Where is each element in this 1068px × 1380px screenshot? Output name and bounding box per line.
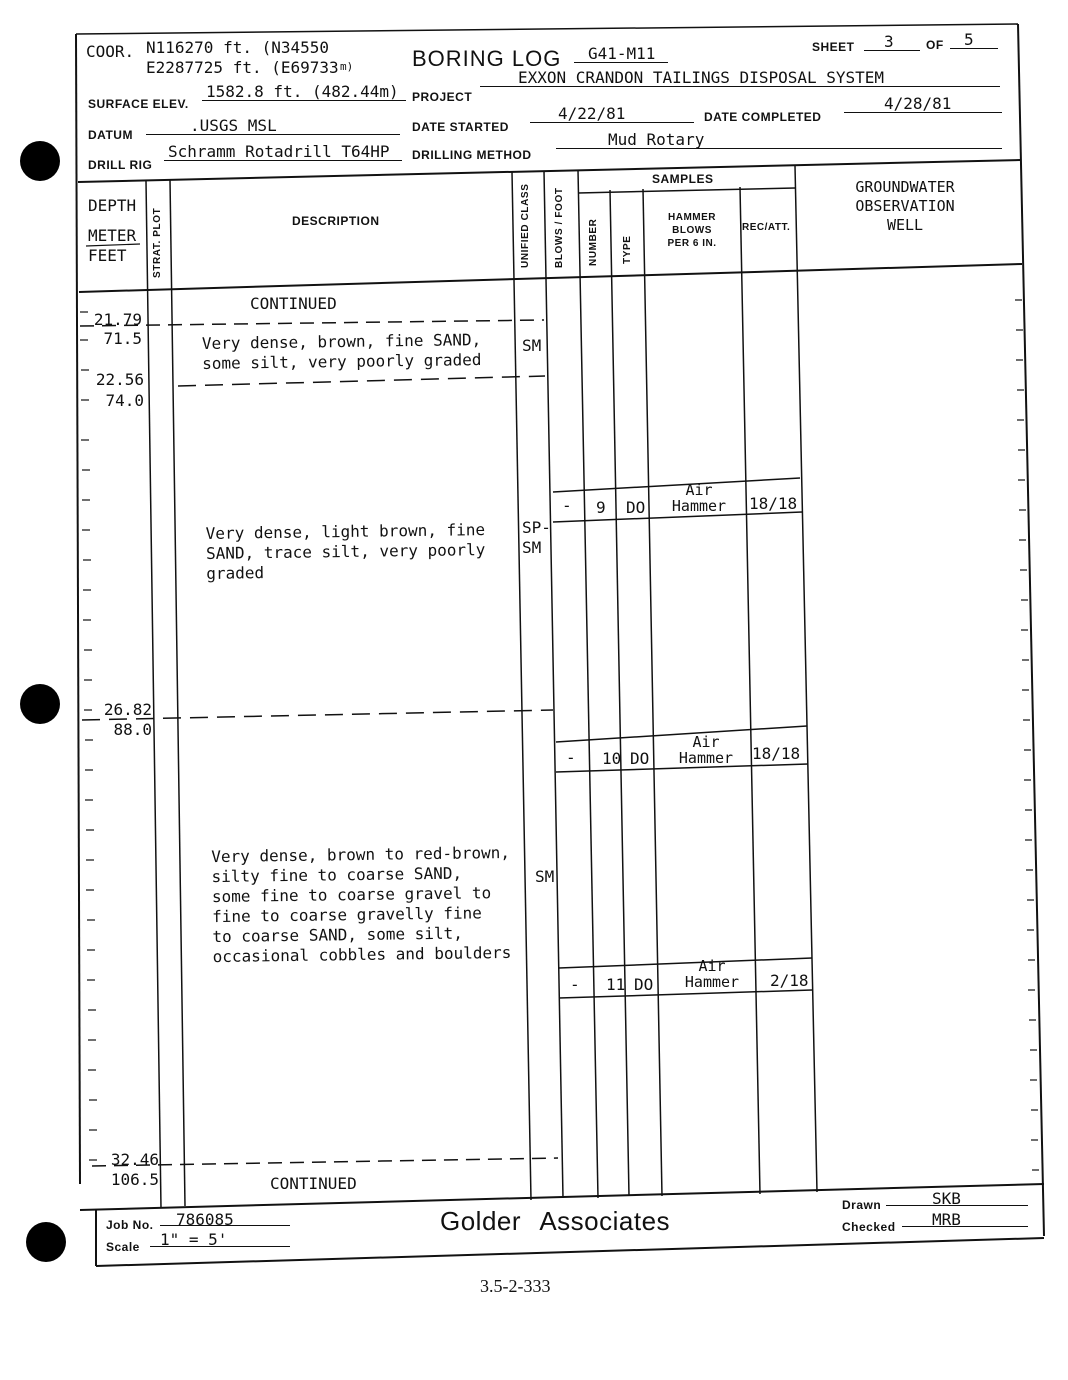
job-number: 786085 bbox=[176, 1210, 234, 1229]
coor-east-unit: m) bbox=[340, 60, 354, 73]
sample-type: DO bbox=[634, 975, 654, 994]
stratum-1-description: Very dense, brown, fine SAND, some silt, very poorly graded bbox=[201, 330, 482, 373]
date-completed-label: DATE COMPLETED bbox=[704, 110, 822, 124]
continued-bottom: CONTINUED bbox=[270, 1174, 357, 1193]
meter-heading: METER bbox=[88, 226, 137, 245]
project: EXXON CRANDON TAILINGS DISPOSAL SYSTEM bbox=[518, 68, 885, 87]
drawn-by: SKB bbox=[932, 1189, 961, 1208]
date-started: 4/22/81 bbox=[558, 104, 626, 123]
log-id: G41-M11 bbox=[588, 44, 656, 63]
sample-hammer: Air Hammer bbox=[678, 733, 734, 767]
sheet-of-label: OF bbox=[926, 38, 944, 52]
continued-top: CONTINUED bbox=[250, 294, 337, 313]
project-label: PROJECT bbox=[412, 90, 473, 104]
gw-heading-line3: WELL bbox=[886, 216, 924, 234]
sheet-total: 5 bbox=[964, 30, 974, 49]
page-number: 3.5-2-333 bbox=[480, 1276, 551, 1296]
depth-feet-4: 106.5 bbox=[110, 1170, 159, 1189]
depth-meter-4: 32.46 bbox=[110, 1150, 159, 1169]
rec-att-heading: REC/ATT. bbox=[742, 222, 791, 233]
sample-hammer: Air Hammer bbox=[671, 481, 727, 515]
drill-rig-label: DRILL RIG bbox=[88, 158, 153, 172]
sample-type: DO bbox=[630, 749, 650, 768]
sample-type: DO bbox=[626, 498, 646, 517]
sample-rec: 18/18 bbox=[749, 494, 798, 513]
stratum-3-class: SM bbox=[535, 867, 555, 886]
sample-number: 9 bbox=[596, 498, 606, 517]
company-name: Golder Associates bbox=[440, 1206, 671, 1236]
sample-hammer: Air Hammer bbox=[684, 957, 740, 991]
drill-rig: Schramm Rotadrill T64HP bbox=[168, 142, 390, 161]
depth-meter-1: 21.79 bbox=[93, 310, 142, 329]
depth-heading: DEPTH bbox=[88, 196, 137, 215]
sample-number: 10 bbox=[602, 749, 622, 768]
type-heading: TYPE bbox=[622, 235, 633, 264]
date-started-label: DATE STARTED bbox=[412, 120, 509, 134]
hammer-heading-line3: PER 6 IN. bbox=[667, 238, 717, 249]
stratum-2-class: SP- SM bbox=[522, 518, 551, 557]
unified-class-heading: UNIFIED CLASS bbox=[520, 183, 531, 268]
document-title: BORING LOG bbox=[412, 46, 562, 71]
stratum-3-description: Very dense, brown to red-brown, silty fine to coarse SAND, some fine to coarse gravel to fine to coarse gravelly fine to coarse SAND, some silt, occasional cobbles and boulders bbox=[211, 842, 512, 967]
datum: .USGS MSL bbox=[190, 116, 277, 135]
depth-feet-1: 71.5 bbox=[103, 329, 142, 348]
drilling-method: Mud Rotary bbox=[608, 130, 705, 149]
groundwater-well-heading bbox=[830, 178, 980, 235]
gw-heading-line2: OBSERVATION bbox=[855, 197, 955, 215]
depth-feet-2: 74.0 bbox=[105, 391, 144, 410]
surface-elev-label: SURFACE ELEV. bbox=[88, 97, 189, 111]
stratum-1-class: SM bbox=[522, 336, 542, 355]
coor-label: COOR. bbox=[86, 42, 135, 61]
samples-heading: SAMPLES bbox=[652, 172, 714, 186]
datum-label: DATUM bbox=[88, 128, 133, 142]
depth-feet-3: 88.0 bbox=[113, 720, 152, 739]
sample-rec: 18/18 bbox=[752, 744, 801, 763]
hammer-heading-line1: HAMMER bbox=[668, 212, 716, 223]
feet-heading: FEET bbox=[88, 246, 127, 265]
description-heading: DESCRIPTION bbox=[292, 214, 380, 228]
drawn-label: Drawn bbox=[842, 1198, 882, 1212]
date-completed: 4/28/81 bbox=[884, 94, 952, 113]
scale-label: Scale bbox=[106, 1240, 140, 1254]
number-heading: NUMBER bbox=[588, 218, 599, 266]
coor-north: N116270 ft. (N34550 bbox=[146, 38, 330, 57]
hammer-heading-line2: BLOWS bbox=[672, 225, 712, 236]
coor-east: E2287725 ft. (E69733 bbox=[146, 58, 339, 77]
blows-foot-heading: BLOWS / FOOT bbox=[554, 187, 565, 268]
sample-blows: - bbox=[566, 748, 576, 767]
sheet-number: 3 bbox=[884, 32, 894, 51]
sheet-label: SHEET bbox=[812, 40, 855, 54]
sample-number: 11 bbox=[606, 975, 626, 994]
checked-by: MRB bbox=[932, 1210, 961, 1229]
sample-blows: - bbox=[570, 975, 580, 994]
depth-meter-2: 22.56 bbox=[95, 370, 144, 389]
stratum-2-description: Very dense, light brown, fine SAND, trace silt, very poorly graded bbox=[205, 520, 486, 583]
sample-rec: 2/18 bbox=[770, 971, 809, 990]
gw-heading-line1: GROUNDWATER bbox=[855, 178, 955, 196]
drilling-method-label: DRILLING METHOD bbox=[412, 148, 532, 162]
surface-elev: 1582.8 ft. (482.44m) bbox=[206, 82, 399, 101]
depth-meter-3: 26.82 bbox=[103, 700, 152, 719]
hammer-blows-heading bbox=[652, 211, 732, 250]
job-number-label: Job No. bbox=[106, 1218, 154, 1232]
sample-blows: - bbox=[562, 496, 572, 515]
checked-label: Checked bbox=[842, 1220, 896, 1234]
scale: 1" = 5' bbox=[160, 1230, 228, 1249]
strat-plot-heading: STRAT. PLOT bbox=[152, 207, 163, 278]
